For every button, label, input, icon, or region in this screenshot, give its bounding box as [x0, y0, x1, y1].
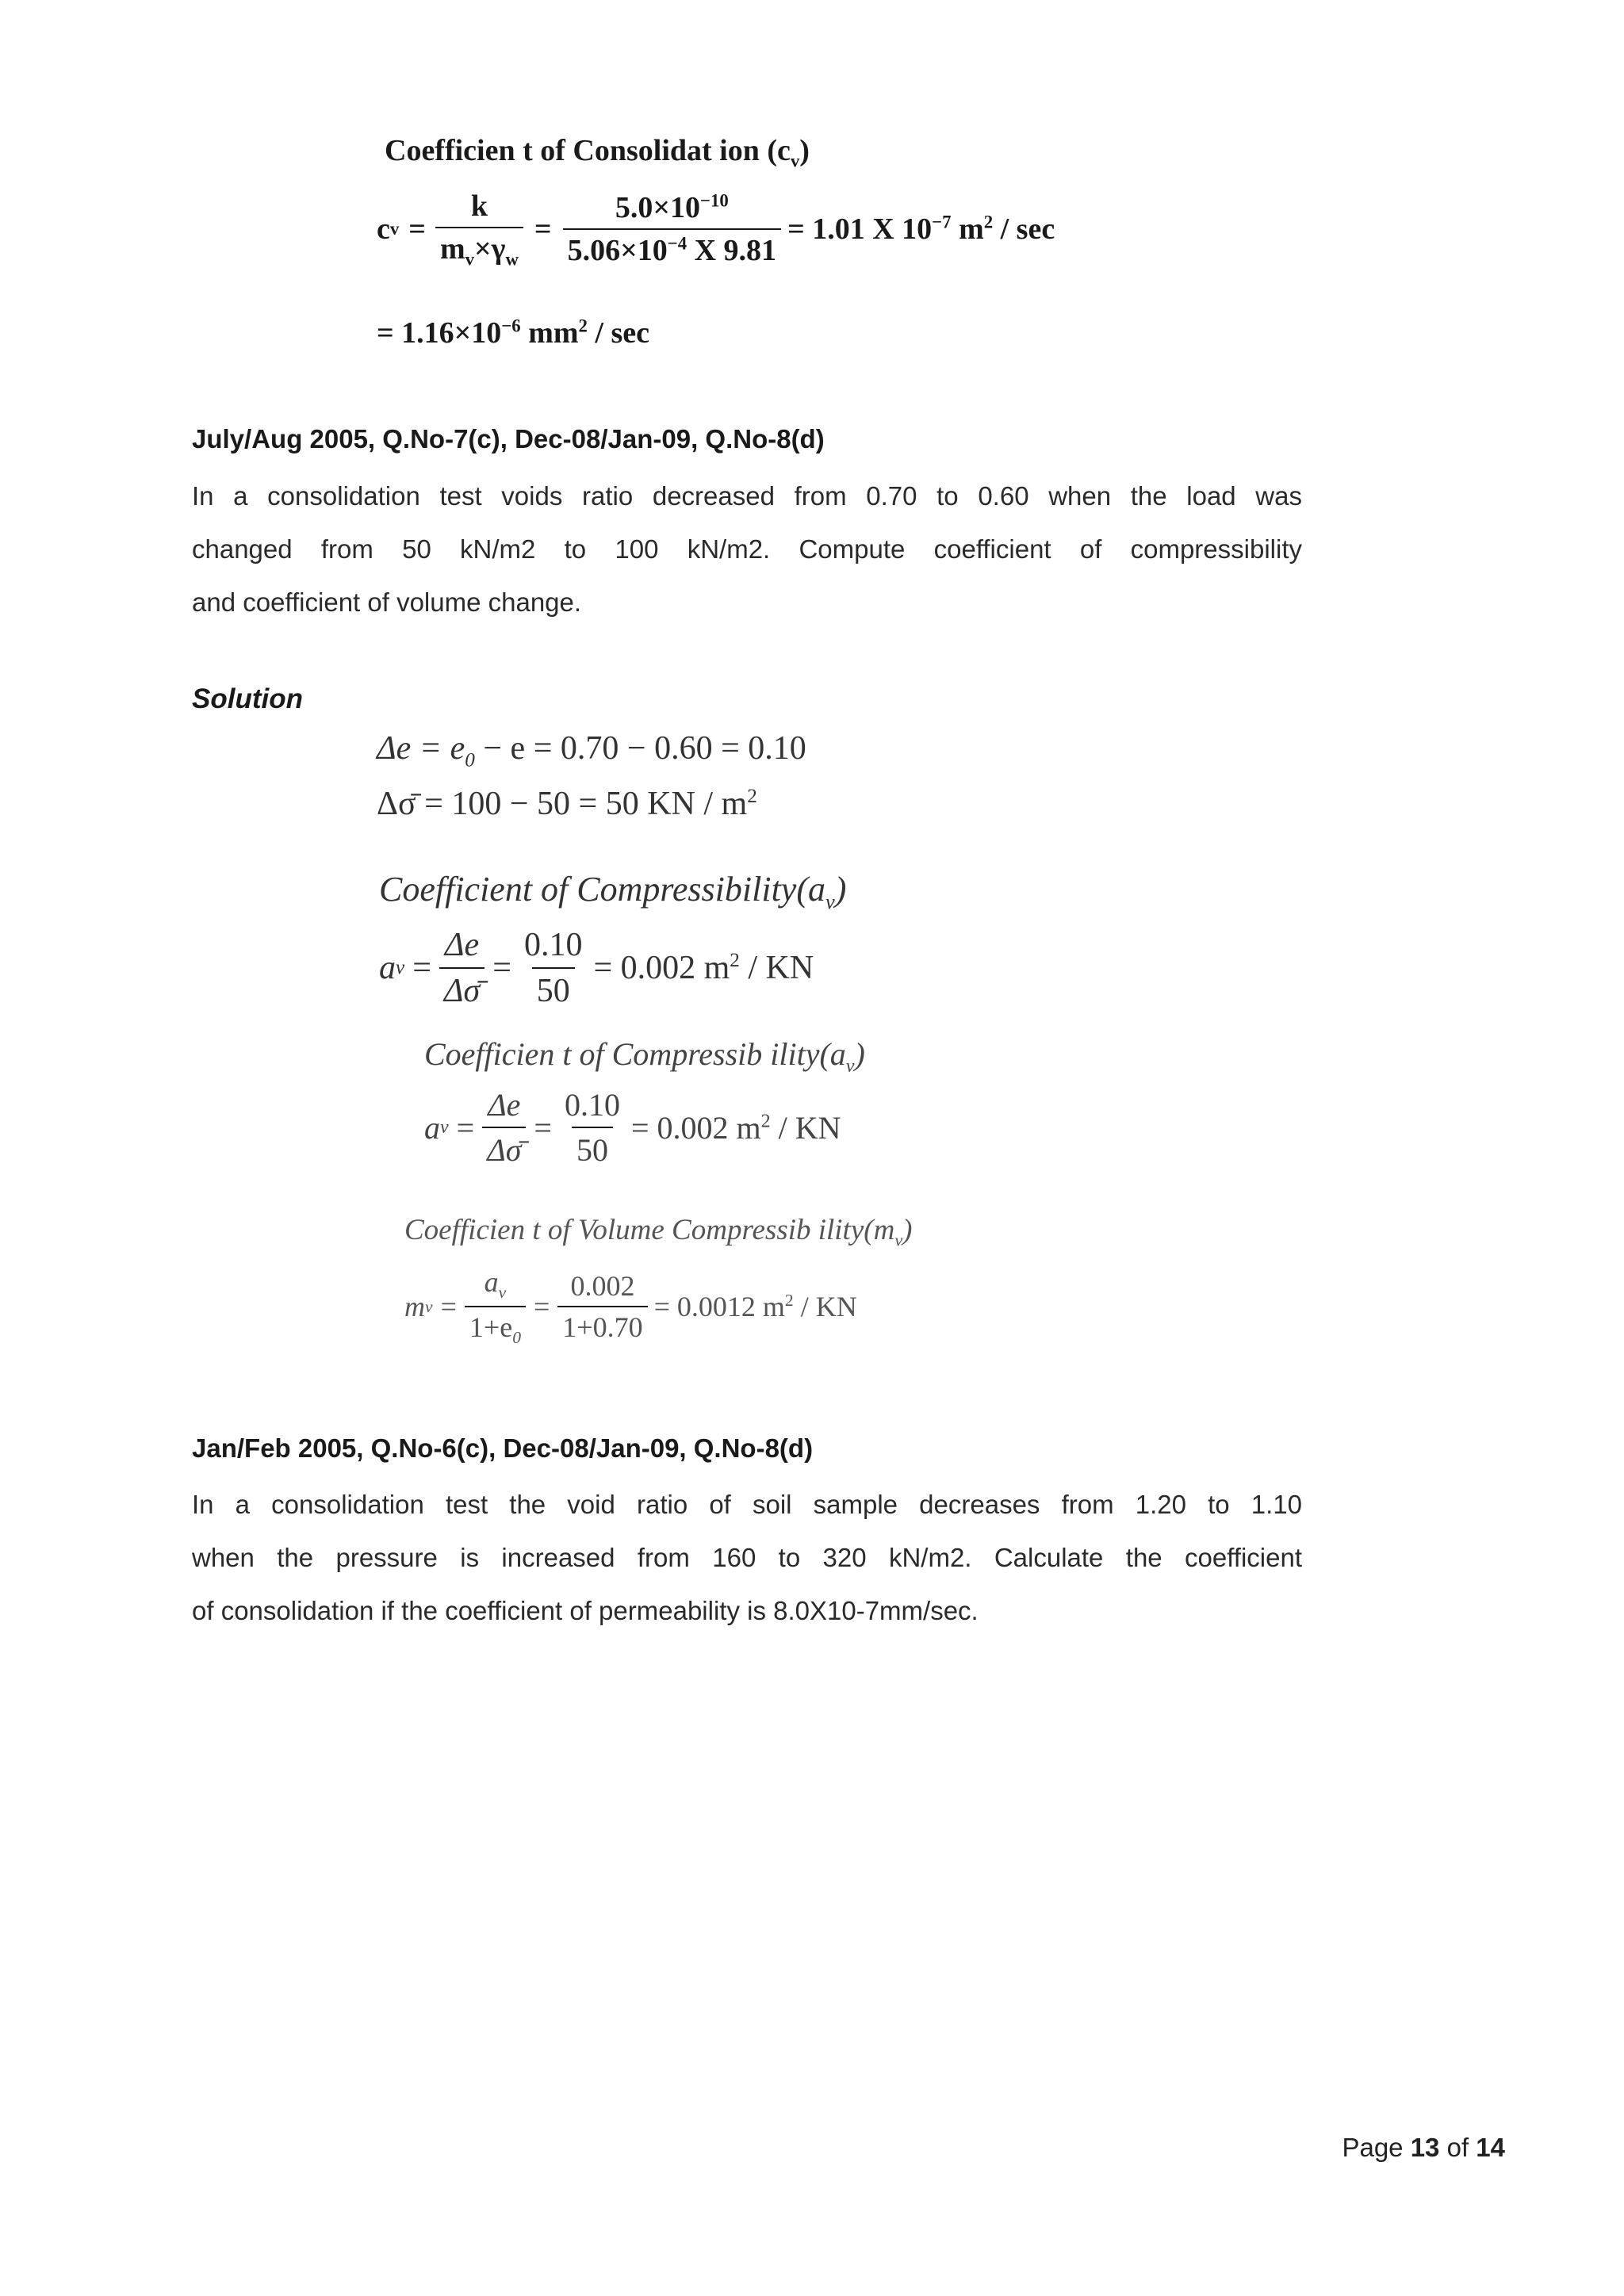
mv-fraction-1: $\frac{a_v}{1+e_0}$ — [465, 1265, 526, 1348]
av-fraction-1: $\frac{\Delta e}{\Delta\sigmā}$ — [439, 926, 485, 1010]
av-equation-repeat: a v = $\frac{\Delta e}{\Delta\sigmā}$ = $\frac{0.10}{50}$ = 0.002 $m^2$ / KN — [424, 1087, 841, 1168]
question-2-heading: Jan/Feb 2005, Q.No-6(c), Dec-08/Jan-09, Q.No-8(d) — [192, 1433, 814, 1463]
av-fraction-1-repeat: $\frac{\Delta e}{\Delta\sigmā}$ — [482, 1086, 526, 1169]
av-fraction-2: $\frac{0.10}{50}$ — [523, 927, 583, 1009]
question-2-line: of consolidation if the coefficient of permeability is 8.0X10-7mm/sec. — [192, 1596, 979, 1625]
mv-equation: m v = $\frac{a_v}{1+e_0}$ = $\frac{0.002}{1+0.70}$ = 0.0012 $m^2$ / KN — [404, 1266, 857, 1348]
av-fraction-2-repeat: $\frac{0.10}{50}$ — [564, 1087, 620, 1168]
question-1-text — [192, 469, 1302, 629]
cv-result-line: = $1.16\times 10^{-6}$ $mm^2$ / sec — [377, 316, 649, 350]
delta-sigma-line: Δσ̄ = 100 − 50 = 50 KN / $m^2$ — [377, 786, 757, 822]
total-pages: 14 — [1476, 2133, 1505, 2162]
solution-label: Solution — [192, 683, 303, 714]
mv-title: Coefficien t of Volume Compressib $ility(m_v)$ — [404, 1214, 913, 1250]
mv-fraction-2: $\frac{0.002}{1+0.70}$ — [557, 1269, 647, 1344]
question-2-text — [192, 1478, 1302, 1637]
av-equation: a v = $\frac{\Delta e}{\Delta\sigmā}$ = $\frac{0.10}{50}$ = 0.002 $m^2$ / KN — [379, 927, 814, 1009]
question-2-line: when the pressure is increased from 160 to 320 kN/m2. Calculate the coefficient — [192, 1543, 1302, 1572]
page-number: Page 13 of 14 — [1342, 2133, 1505, 2162]
current-page: 13 — [1410, 2133, 1440, 2162]
question-2-line: In a consolidation test the void ratio of soil sample decreases from 1.20 to 1.10 — [192, 1490, 1302, 1519]
question-1-line: changed from 50 kN/m2 to 100 kN/m2. Compute coefficient of compressibility — [192, 534, 1302, 564]
cv-equation: c v = $\frac{k}{m_v\times\gamma_w}$ = $\frac{5.0\times 10^{-10}}{5.06\times 10^{-4} X 9.81}$ = 1.01 X $10^{-7}$ $m^2$ / sec — [377, 189, 1055, 270]
av-title: Coefficient of $Compressibility(a_v)$ — [379, 870, 847, 913]
av-title-repeat: Coefficien t of Compressib $ility(a_v)$ — [424, 1036, 865, 1077]
delta-e-line: $\Delta e = e_0 - e = 0.70 - 0.60 = 0.10$ — [377, 730, 806, 771]
question-1-line: In a consolidation test voids ratio decreased from 0.70 to 0.60 when the load was — [192, 481, 1302, 511]
cv-fraction-1: $\frac{k}{m_v\times\gamma_w}$ — [435, 189, 523, 270]
cv-title: Coefficien t of Consolidat ion $(c_v)$ — [385, 134, 810, 171]
cv-fraction-2: $\frac{5.0\times 10^{-10}}{5.06\times 10^{-4} X 9.81}$ — [563, 190, 782, 268]
question-1-line: and coefficient of volume change. — [192, 587, 582, 617]
question-1-heading: July/Aug 2005, Q.No-7(c), Dec-08/Jan-09, Q.No-8(d) — [192, 424, 825, 453]
